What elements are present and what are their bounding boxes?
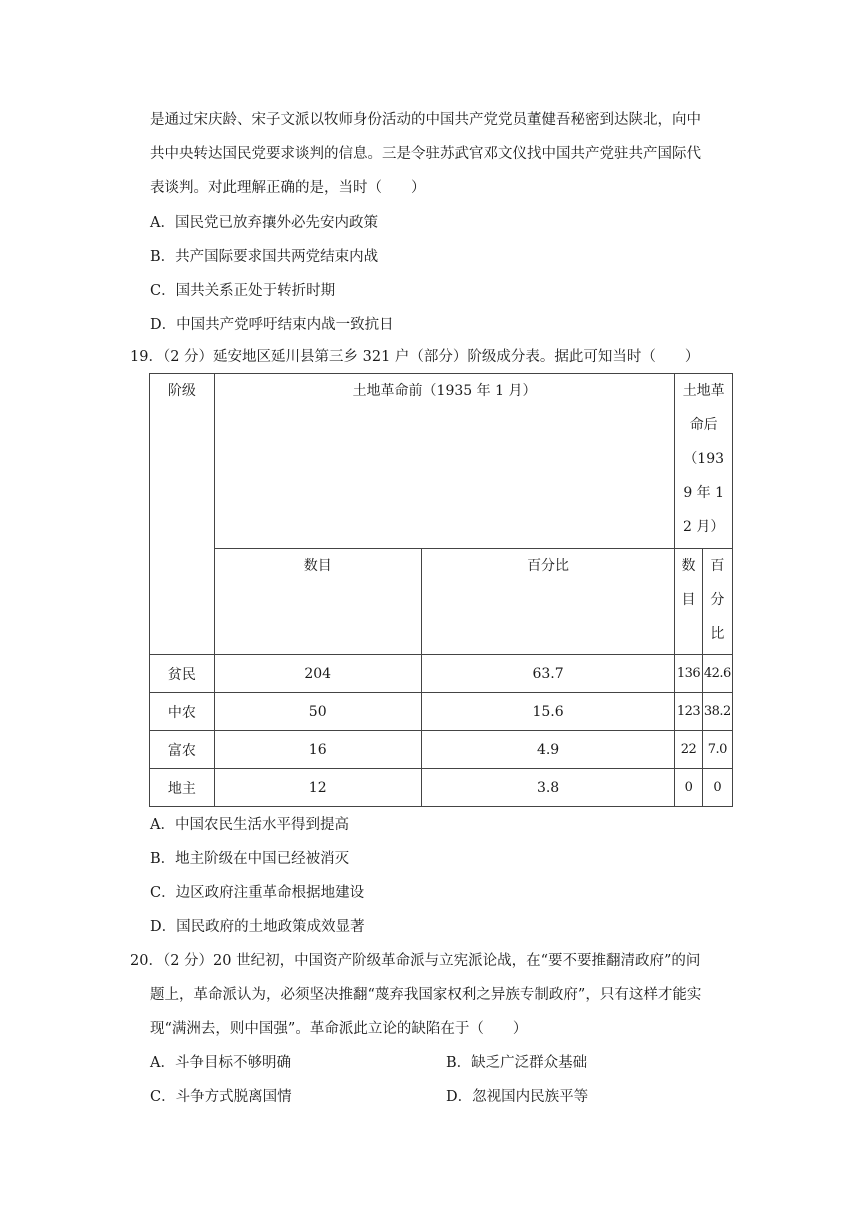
q19-option-d[interactable]: D．国民政府的土地政策成效显著	[150, 919, 365, 935]
q19-option-c[interactable]: C．边区政府注重革命根据地建设	[150, 885, 365, 901]
header-before-percent: 百分比	[421, 549, 675, 655]
q20-option-c[interactable]: C．斗争方式脱离国情	[150, 1089, 292, 1105]
q20-option-d[interactable]: D．忽视国内民族平等	[446, 1089, 589, 1105]
table-row	[150, 693, 733, 731]
header-after-count: 数目	[675, 549, 702, 655]
row-before-count: 50	[214, 693, 421, 731]
q19-stem: 19．（2 分）延安地区延川县第三乡 321 户（部分）阶级成分表。据此可知当时（ ）	[130, 349, 700, 365]
header-before-reform: 土地革命前（1935 年 1 月）	[214, 374, 675, 549]
row-before-percent: 63.7	[421, 655, 675, 693]
row-before-percent: 3.8	[421, 769, 675, 807]
q20-stem-line-1: 20．（2 分）20 世纪初，中国资产阶级革命派与立宪派论战，在“要不要推翻清政府”的问	[130, 953, 701, 969]
row-after-percent: 7.0	[702, 731, 732, 769]
row-before-percent: 4.9	[421, 731, 675, 769]
q20-stem-line-2: 题上，革命派认为，必须坚决推翻“蔑弃我国家权利之异族专制政府”，只有这样才能实	[150, 987, 702, 1003]
row-after-count: 22	[675, 731, 702, 769]
row-after-count: 0	[675, 769, 702, 807]
header-after-reform: 土地革命后（1939 年 12 月）	[675, 374, 733, 549]
q19-option-b[interactable]: B．地主阶级在中国已经被消灭	[150, 851, 350, 867]
row-before-percent: 15.6	[421, 693, 675, 731]
header-class: 阶级	[150, 374, 215, 655]
q20-stem-line-3: 现“满洲去，则中国强”。革命派此立论的缺陷在于（ ）	[150, 1021, 528, 1037]
q18-option-a[interactable]: A．国民党已放弃攘外必先安内政策	[150, 215, 378, 231]
q18-option-c[interactable]: C．国共关系正处于转折时期	[150, 283, 336, 299]
row-after-count: 136	[675, 655, 702, 693]
q20-option-b[interactable]: B．缺乏广泛群众基础	[446, 1055, 588, 1071]
row-class: 中农	[150, 693, 215, 731]
q18-option-b[interactable]: B．共产国际要求国共两党结束内战	[150, 249, 379, 265]
row-class: 富农	[150, 731, 215, 769]
row-before-count: 204	[214, 655, 421, 693]
q18-option-d[interactable]: D．中国共产党呼吁结束内战一致抗日	[150, 317, 394, 333]
table-row	[150, 731, 733, 769]
class-composition-table	[149, 373, 733, 807]
row-before-count: 16	[214, 731, 421, 769]
table-row	[150, 769, 733, 807]
row-after-percent: 0	[702, 769, 732, 807]
q20-option-a[interactable]: A．斗争目标不够明确	[150, 1055, 291, 1071]
row-class: 地主	[150, 769, 215, 807]
header-after-percent: 百分比	[702, 549, 732, 655]
row-before-count: 12	[214, 769, 421, 807]
table-row	[150, 655, 733, 693]
q19-option-a[interactable]: A．中国农民生活水平得到提高	[150, 817, 349, 833]
row-after-percent: 38.2	[702, 693, 732, 731]
q18-text-line-3: 表谈判。对此理解正确的是，当时（ ）	[150, 180, 426, 196]
row-class: 贫民	[150, 655, 215, 693]
row-after-count: 123	[675, 693, 702, 731]
header-before-count: 数目	[214, 549, 421, 655]
row-after-percent: 42.6	[702, 655, 732, 693]
q18-text-line-1: 是通过宋庆龄、宋子文派以牧师身份活动的中国共产党党员董健吾秘密到达陕北，向中	[150, 112, 701, 128]
q18-text-line-2: 共中央转达国民党要求谈判的信息。三是令驻苏武官邓文仪找中国共产党驻共产国际代	[150, 146, 701, 162]
